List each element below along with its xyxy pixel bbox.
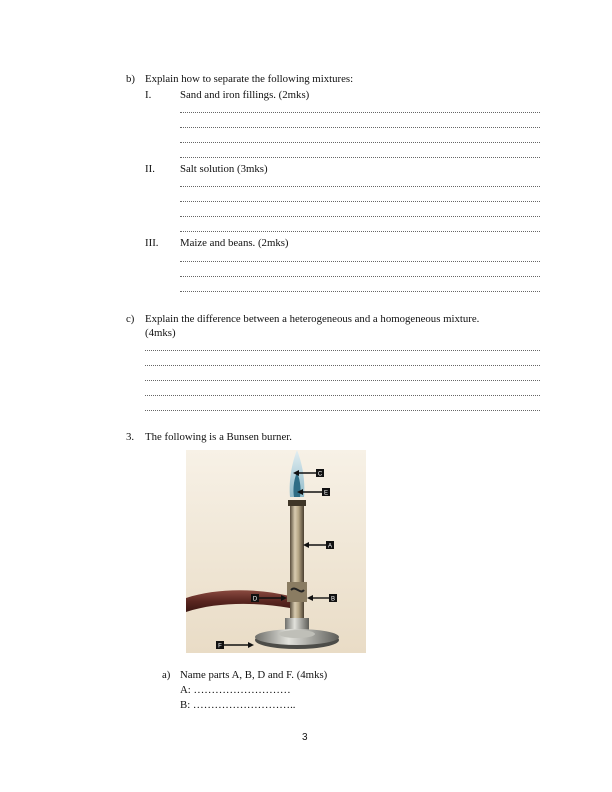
question-3-prompt: The following is a Bunsen burner.: [145, 431, 292, 443]
question-c-prompt: Explain the difference between a heterogeneous and a homogeneous mixture.: [145, 313, 480, 325]
answer-line[interactable]: [145, 365, 540, 366]
label-a: A: [327, 543, 333, 550]
answer-line[interactable]: [180, 112, 540, 113]
label-e: E: [323, 490, 329, 497]
burner-barrel: [290, 502, 304, 622]
answer-line[interactable]: [180, 142, 540, 143]
figure-background: [186, 450, 366, 653]
part-iii-text: Maize and beans. (2mks): [180, 237, 289, 249]
part-ii-text: Salt solution (3mks): [180, 163, 268, 175]
question-c-marks: (4mks): [145, 327, 176, 339]
page-number: 3: [302, 732, 308, 743]
answer-a-line[interactable]: A: ………………………: [180, 684, 291, 696]
question-b-label: b): [126, 73, 135, 85]
base-highlight: [279, 630, 315, 638]
answer-line[interactable]: [180, 276, 540, 277]
answer-line[interactable]: [180, 216, 540, 217]
label-f: F: [218, 643, 222, 650]
bunsen-burner-figure: [186, 450, 366, 653]
answer-line[interactable]: [180, 291, 540, 292]
label-c: C: [317, 471, 323, 478]
part-i-numeral: I.: [145, 89, 152, 101]
part-ii-numeral: II.: [145, 163, 155, 175]
collar: [287, 582, 307, 602]
label-d: D: [252, 596, 258, 603]
answer-line[interactable]: [180, 127, 540, 128]
part-i-text: Sand and iron fillings. (2mks): [180, 89, 310, 101]
answer-line[interactable]: [145, 380, 540, 381]
answer-line[interactable]: [180, 231, 540, 232]
answer-line[interactable]: [180, 157, 540, 158]
answer-line[interactable]: [145, 350, 540, 351]
barrel-top-rim: [288, 500, 306, 506]
answer-line[interactable]: [180, 201, 540, 202]
sub-question-a-label: a): [162, 669, 171, 681]
answer-line[interactable]: [180, 261, 540, 262]
sub-question-a-prompt: Name parts A, B, D and F. (4mks): [180, 669, 328, 681]
answer-line[interactable]: [180, 186, 540, 187]
answer-b-line[interactable]: B: ………………………..: [180, 699, 296, 711]
question-3-label: 3.: [126, 431, 135, 443]
answer-line[interactable]: [145, 410, 540, 411]
answer-line[interactable]: [145, 395, 540, 396]
question-b-prompt: Explain how to separate the following mixtures:: [145, 73, 354, 85]
question-c-label: c): [126, 313, 135, 325]
part-iii-numeral: III.: [145, 237, 159, 249]
label-b: B: [330, 596, 336, 603]
